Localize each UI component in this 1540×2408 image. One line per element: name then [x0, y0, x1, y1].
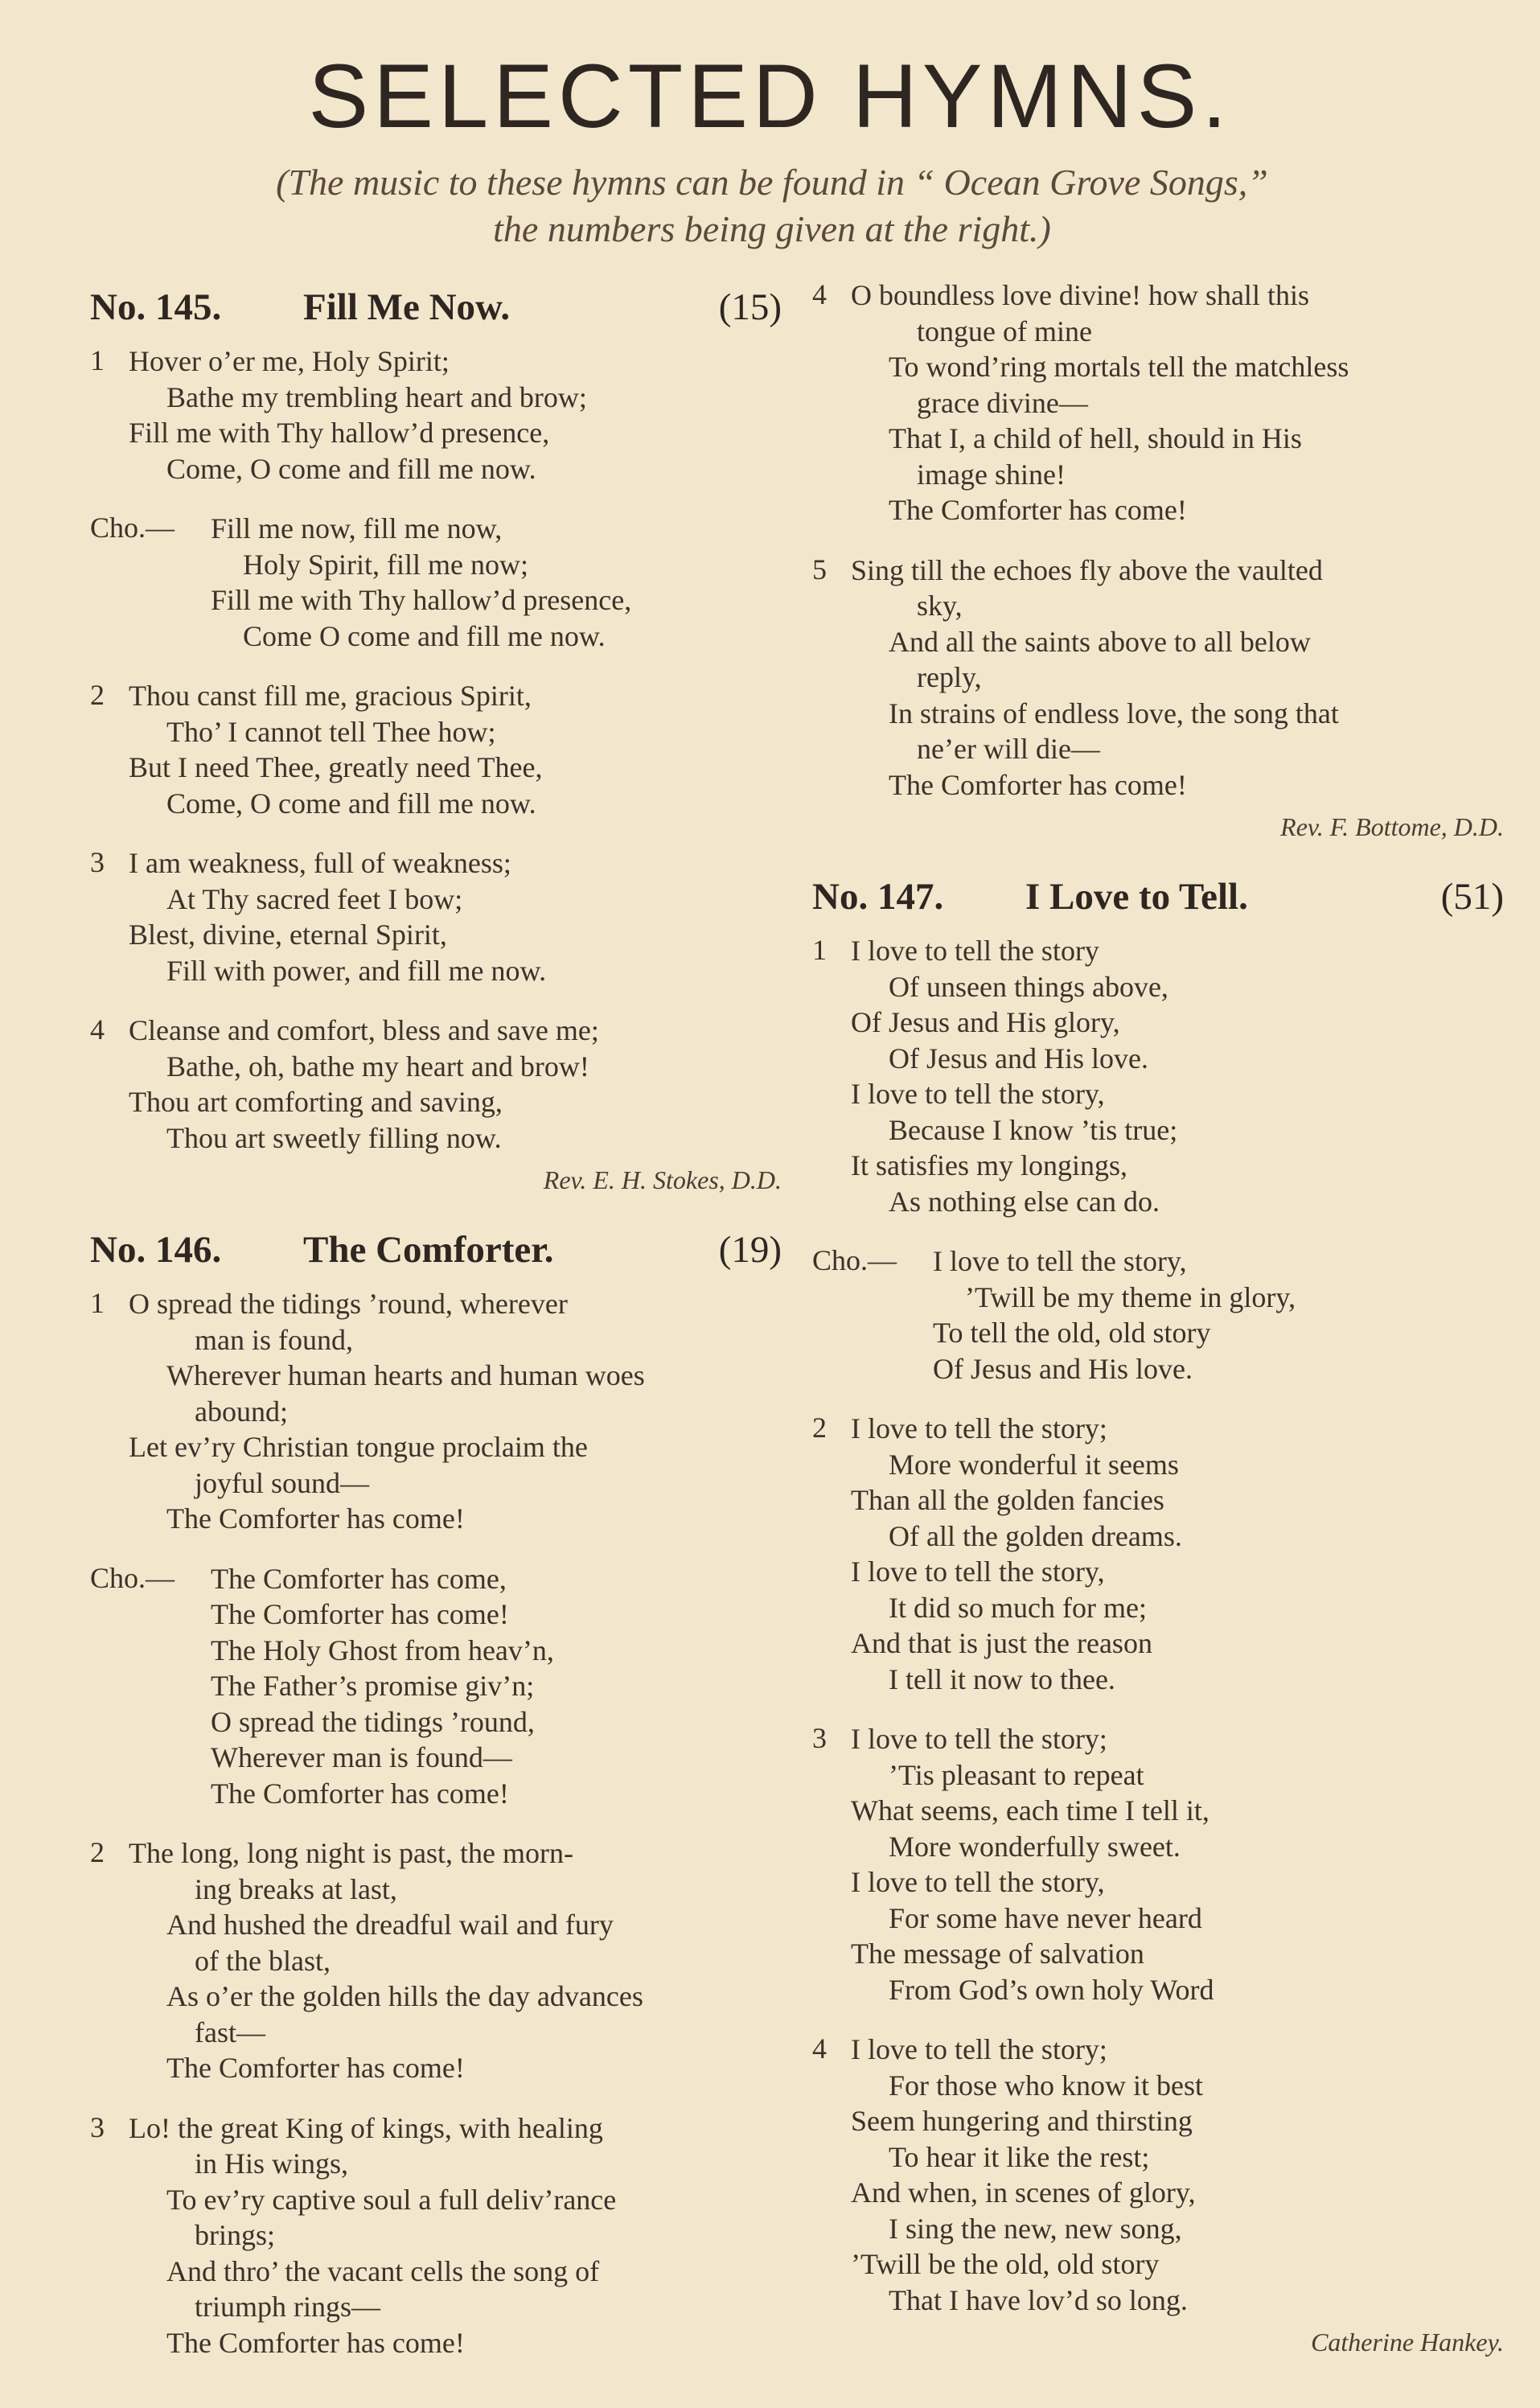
verse-line: Let ev’ry Christian tongue proclaim the — [129, 1431, 588, 1463]
verse-line: Cleanse and comfort, bless and save me; — [129, 1014, 599, 1046]
verse-line: For some have never heard — [889, 1901, 1202, 1934]
stanza-label: 5 — [812, 553, 827, 586]
hymn-header — [812, 867, 1504, 920]
verse-line: Wherever human hearts and human woes — [166, 1359, 645, 1391]
verse-line: of the blast, — [195, 1944, 331, 1977]
stanza-label: Cho.— — [90, 512, 175, 544]
verse-line: The Comforter has come! — [889, 494, 1187, 526]
subtitle-line: the numbers being given at the right.) — [493, 208, 1051, 249]
verse-line: At Thy sacred feet I bow; — [166, 882, 463, 915]
verse-line: ing breaks at last, — [195, 1872, 397, 1905]
verse-line: Thou art sweetly filling now. — [166, 1121, 502, 1154]
verse-line: The Comforter has come! — [211, 1777, 509, 1810]
verse-line: grace divine— — [917, 386, 1088, 419]
stanza — [90, 678, 782, 821]
verse-line: Thou canst fill me, gracious Spirit, — [129, 680, 532, 712]
verse-line: I love to tell the story; — [851, 2033, 1107, 2065]
verse-line: The Comforter has come! — [166, 1502, 465, 1535]
hymn-number: No. 147. — [812, 876, 944, 918]
verse-line: And hushed the dreadful wail and fury — [166, 1909, 614, 1941]
right-column — [812, 277, 1504, 2382]
verse-line: Lo! the great King of kings, with healing — [129, 2111, 603, 2144]
verse-line: I sing the new, new song, — [889, 2212, 1182, 2245]
verse-line: Of Jesus and His love. — [933, 1352, 1193, 1385]
hymn-header — [90, 277, 782, 331]
verse-line: The Holy Ghost from heav’n, — [211, 1633, 554, 1666]
verse-line: sky, — [917, 590, 963, 622]
verse-line: reply, — [917, 661, 982, 693]
verse-line: That I have lov’d so long. — [889, 2283, 1188, 2316]
verse-line: fast— — [195, 2016, 265, 2048]
verse-line: image shine! — [917, 458, 1066, 491]
verse-line: The Comforter has come! — [166, 2052, 465, 2084]
hymn-header — [90, 1220, 782, 1273]
verse-line: joyful sound— — [195, 1466, 370, 1499]
hymn-title: I Love to Tell. — [1025, 876, 1248, 918]
stanza — [812, 277, 1504, 528]
verse-line: Fill me with Thy hallow’d presence, — [211, 584, 632, 616]
chorus — [90, 1561, 782, 1812]
verse-line: Thou art comforting and saving, — [129, 1086, 503, 1118]
hymn-author: Catherine Hankey. — [1311, 2328, 1504, 2357]
verse-line: ’Twill be my theme in glory, — [965, 1280, 1296, 1313]
stanza-label: 3 — [812, 1722, 827, 1754]
stanza-label: 2 — [90, 679, 105, 711]
verse-line: The Father’s promise giv’n; — [211, 1670, 535, 1702]
hymn-title: Fill Me Now. — [303, 286, 511, 328]
verse-line: Of all the golden dreams. — [889, 1519, 1182, 1552]
stanza — [812, 2032, 1504, 2318]
stanza-label: 1 — [90, 1287, 105, 1319]
page-title: SELECTED HYMNS. — [308, 46, 1232, 146]
stanza — [90, 2110, 782, 2361]
verse-line: Than all the golden fancies — [851, 1484, 1164, 1516]
verse-line: abound; — [195, 1395, 288, 1428]
stanza — [90, 1835, 782, 2086]
verse-line: man is found, — [195, 1323, 353, 1356]
verse-line: I am weakness, full of weakness; — [129, 847, 511, 879]
hymn — [90, 277, 782, 1196]
verse-line: The Comforter has come! — [889, 768, 1187, 801]
verse-line: Come, O come and fill me now. — [166, 787, 536, 820]
stanza — [812, 553, 1504, 803]
music-number: (51) — [1440, 876, 1504, 918]
verse-line: Because I know ’tis true; — [889, 1113, 1178, 1146]
stanza — [812, 933, 1504, 1219]
verse-line: Fill me now, fill me now, — [211, 512, 503, 544]
stanza-label: 1 — [812, 934, 827, 966]
verse-line: For those who know it best — [889, 2069, 1203, 2102]
verse-line: It satisfies my longings, — [851, 1149, 1127, 1181]
verse-line: Of Jesus and His glory, — [851, 1006, 1120, 1038]
verse-line: The message of salvation — [851, 1937, 1144, 1970]
verse-line: To ev’ry captive soul a full deliv’rance — [166, 2183, 617, 2216]
verse-line: In strains of endless love, the song that — [889, 697, 1339, 729]
verse-line: Fill me with Thy hallow’d presence, — [129, 417, 550, 449]
hymn — [812, 867, 1504, 2358]
hymn — [90, 1220, 782, 2361]
chorus — [812, 1243, 1504, 1387]
stanza-label: 2 — [90, 1836, 105, 1868]
stanza-label: Cho.— — [812, 1244, 897, 1276]
stanza-label: 1 — [90, 344, 105, 376]
verse-line: Bathe my trembling heart and brow; — [166, 380, 587, 413]
page-subtitle — [161, 159, 1383, 253]
verse-line: ne’er will die— — [917, 733, 1100, 765]
verse-line: Come, O come and fill me now. — [166, 452, 536, 485]
verse-line: I tell it now to thee. — [889, 1662, 1115, 1695]
stanza — [812, 1411, 1504, 1697]
verse-line: Seem hungering and thirsting — [851, 2105, 1193, 2137]
stanza-label: 3 — [90, 2110, 105, 2143]
verse-line: As o’er the golden hills the day advances — [166, 1980, 643, 2012]
verse-line: The long, long night is past, the morn- — [129, 1837, 573, 1869]
verse-line: triumph rings— — [195, 2291, 380, 2323]
verse-line: To hear it like the rest; — [889, 2140, 1150, 2173]
chorus — [90, 511, 782, 654]
verse-line: What seems, each time I tell it, — [851, 1794, 1209, 1827]
verse-line: in His wings, — [195, 2147, 349, 2180]
verse-line: O boundless love divine! how shall this — [851, 279, 1309, 311]
stanza-label: 3 — [90, 846, 105, 878]
left-column — [90, 277, 782, 2385]
verse-line: And thro’ the vacant cells the song of — [166, 2254, 600, 2287]
hymn-title: The Comforter. — [303, 1229, 554, 1271]
music-number: (15) — [718, 286, 782, 328]
verse-line: I love to tell the story, — [851, 1866, 1105, 1898]
verse-line: Holy Spirit, fill me now; — [243, 548, 528, 581]
verse-line: And when, in scenes of glory, — [851, 2176, 1196, 2209]
verse-line: Hover o’er me, Holy Spirit; — [129, 345, 450, 377]
verse-line: And all the saints above to all below — [889, 625, 1311, 658]
verse-line: To tell the old, old story — [933, 1317, 1211, 1349]
verse-line: Tho’ I cannot tell Thee how; — [166, 715, 496, 748]
verse-line: I love to tell the story; — [851, 1723, 1107, 1755]
verse-line: That I, a child of hell, should in His — [889, 422, 1302, 454]
verse-line: Wherever man is found— — [211, 1741, 512, 1773]
verse-line: But I need Thee, greatly need Thee, — [129, 751, 543, 783]
verse-line: The Comforter has come! — [211, 1598, 509, 1630]
verse-line: Of Jesus and His love. — [889, 1042, 1148, 1075]
verse-line: To wond’ring mortals tell the matchless — [889, 351, 1349, 383]
hymn-author: Rev. E. H. Stokes, D.D. — [543, 1165, 782, 1194]
verse-line: ’Tis pleasant to repeat — [889, 1758, 1144, 1791]
stanza-label: 4 — [812, 278, 827, 310]
verse-line: Of unseen things above, — [889, 970, 1168, 1003]
verse-line: And that is just the reason — [851, 1627, 1152, 1659]
music-number: (19) — [718, 1229, 782, 1271]
stanza — [90, 1013, 782, 1156]
verse-line: Fill with power, and fill me now. — [166, 954, 547, 987]
stanza — [90, 343, 782, 487]
verse-line: ’Twill be the old, old story — [851, 2248, 1160, 2280]
verse-line: tongue of mine — [917, 314, 1092, 347]
verse-line: As nothing else can do. — [889, 1185, 1160, 1218]
verse-line: I love to tell the story, — [851, 1078, 1105, 1110]
verse-line: Come O come and fill me now. — [243, 619, 606, 652]
verse-line: It did so much for me; — [889, 1591, 1147, 1624]
verse-line: The Comforter has come, — [211, 1562, 507, 1595]
hymn — [812, 277, 1504, 843]
stanza-label: 4 — [812, 2032, 827, 2065]
verse-line: Bathe, oh, bathe my heart and brow! — [166, 1050, 589, 1083]
verse-line: More wonderfully sweet. — [889, 1830, 1181, 1863]
hymn-author: Rev. F. Bottome, D.D. — [1280, 812, 1504, 841]
hymn-number: No. 145. — [90, 286, 222, 328]
verse-line: Sing till the echoes fly above the vaulted — [851, 553, 1323, 586]
verse-line: O spread the tidings ’round, wherever — [129, 1288, 568, 1320]
verse-line: More wonderful it seems — [889, 1448, 1179, 1481]
subtitle-line: (The music to these hymns can be found in “ Ocean Grove Songs,” — [276, 162, 1268, 203]
verse-line: brings; — [195, 2219, 276, 2251]
hymn-number: No. 146. — [90, 1229, 222, 1271]
verse-line: The Comforter has come! — [166, 2326, 465, 2359]
stanza — [812, 1721, 1504, 2007]
verse-line: I love to tell the story — [851, 935, 1099, 967]
stanza-label: 2 — [812, 1412, 827, 1444]
verse-line: I love to tell the story, — [933, 1245, 1187, 1277]
stanza-label: 4 — [90, 1013, 105, 1046]
verse-line: I love to tell the story; — [851, 1412, 1107, 1444]
verse-line: O spread the tidings ’round, — [211, 1705, 535, 1738]
verse-line: Blest, divine, eternal Spirit, — [129, 918, 447, 951]
stanza — [90, 1286, 782, 1537]
verse-line: I love to tell the story, — [851, 1555, 1105, 1588]
stanza — [90, 845, 782, 988]
verse-line: From God’s own holy Word — [889, 1973, 1214, 2006]
stanza-label: Cho.— — [90, 1561, 175, 1594]
